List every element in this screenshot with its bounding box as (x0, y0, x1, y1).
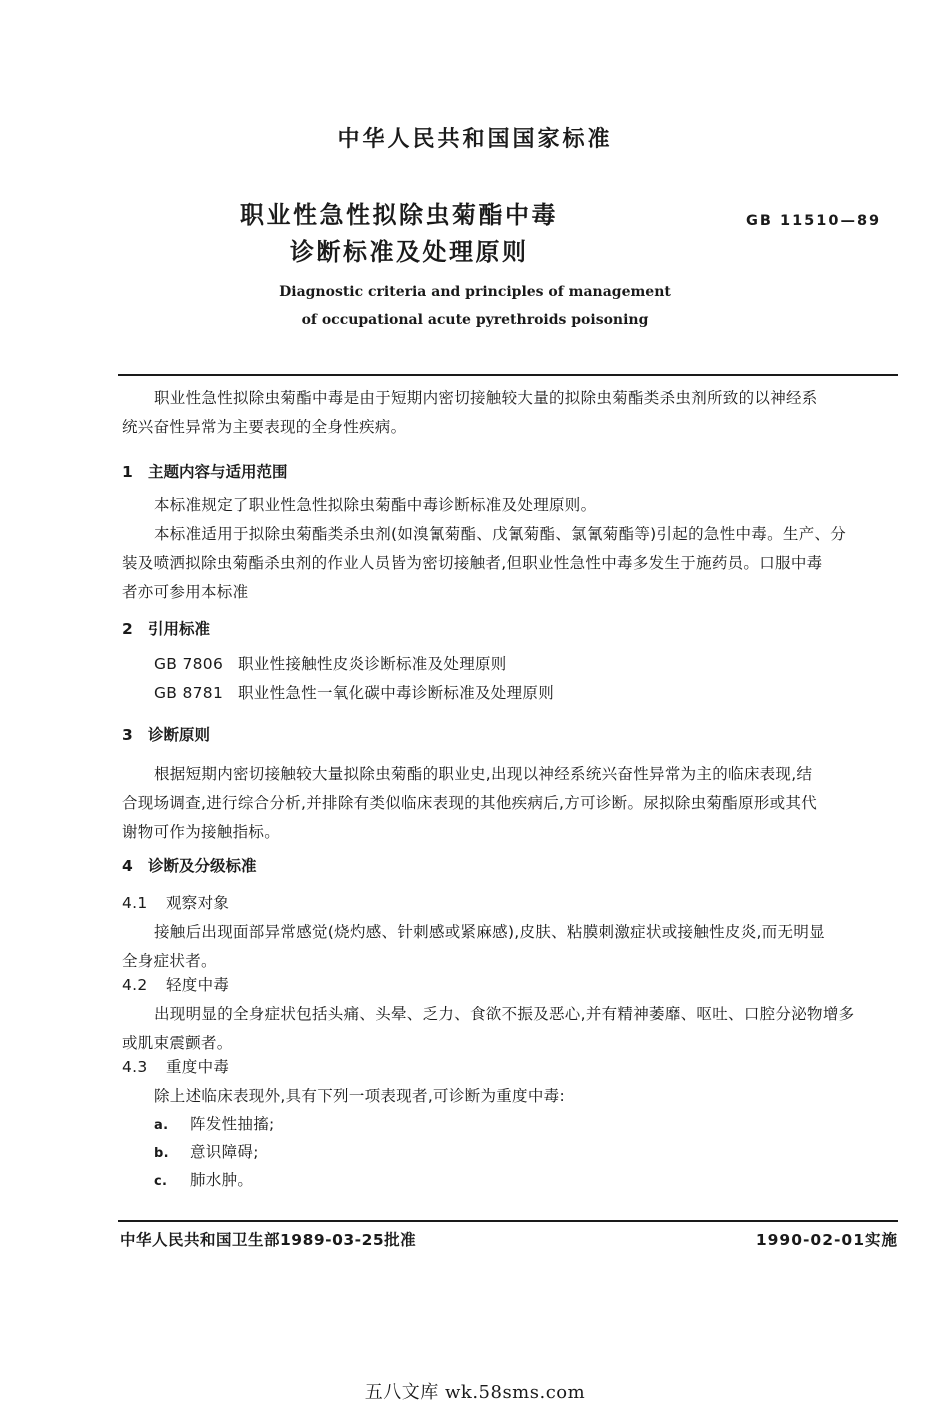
section-1-number: 1 (122, 463, 133, 481)
subsection-4-1-line-1: 接触后出现面部异常感觉(烧灼感、针刺感或紧麻感),皮肤、粘膜刺激症状或接触性皮炎,而无明显 (154, 923, 825, 941)
intro-paragraph (122, 384, 818, 442)
section-1-body (122, 491, 846, 607)
english-title-line1: Diagnostic criteria and principles of management (279, 284, 671, 300)
subsection-4-1-title: 观察对象 (166, 894, 230, 912)
section-4-title: 诊断及分级标准 (148, 857, 257, 875)
section-1-title: 主题内容与适用范围 (148, 463, 288, 481)
effective-date: 1990-02-01实施 (755, 1231, 898, 1249)
intro-line-1: 职业性急性拟除虫菊酯中毒是由于短期内密切接触较大量的拟除虫菊酯类杀虫剂所致的以神经系 (154, 389, 818, 407)
document-title-line1: 职业性急性拟除虫菊酯中毒 (240, 201, 558, 229)
subsection-4-1-number: 4.1 (122, 894, 148, 912)
reference-item (154, 650, 554, 679)
section-3-heading (122, 723, 210, 745)
list-marker: c. (154, 1174, 168, 1189)
list-item (154, 1111, 275, 1139)
reference-code: GB 7806 (154, 655, 224, 673)
footer-divider (118, 1220, 898, 1222)
subsection-4-2-line-2: 或肌束震颤者。 (122, 1034, 233, 1052)
english-title-line2: of occupational acute pyrethroids poisoning (301, 312, 649, 328)
section-1-para-1: 本标准规定了职业性急性拟除虫菊酯中毒诊断标准及处理原则。 (154, 496, 597, 514)
subsection-4-3-heading (122, 1053, 229, 1082)
section-2-heading (122, 617, 210, 639)
reference-name: 职业性接触性皮炎诊断标准及处理原则 (238, 655, 507, 673)
section-1-para-2-line-3: 者亦可参用本标准 (122, 583, 249, 601)
section-1-para-2-line-1: 本标准适用于拟除虫菊酯类杀虫剂(如溴氰菊酯、戊氰菊酯、氯氰菊酯等)引起的急性中毒。生产、分 (154, 525, 847, 543)
list-item (154, 1167, 275, 1195)
standard-code: GB 11510—89 (746, 213, 882, 229)
document-title-line2: 诊断标准及处理原则 (290, 238, 529, 266)
section-3-title: 诊断原则 (148, 726, 211, 744)
section-3-line-3: 谢物可作为接触指标。 (122, 823, 281, 841)
section-3-number: 3 (122, 726, 133, 744)
reference-item (154, 679, 554, 708)
reference-name: 职业性急性一氧化碳中毒诊断标准及处理原则 (238, 684, 555, 702)
section-1-para-2-line-2: 装及喷洒拟除虫菊酯杀虫剂的作业人员皆为密切接触者,但职业性急性中毒多发生于施药员。口服中毒 (122, 554, 823, 572)
subsection-4-1-heading (122, 889, 229, 918)
severe-criteria-list (154, 1111, 275, 1195)
subsection-4-3-number: 4.3 (122, 1058, 148, 1076)
subsection-4-2-number: 4.2 (122, 976, 148, 994)
subsection-4-1-line-2: 全身症状者。 (122, 952, 217, 970)
section-3-line-1: 根据短期内密切接触较大量拟除虫菊酯的职业史,出现以神经系统兴奋性异常为主的临床表现,结 (154, 765, 813, 783)
section-1-heading (122, 460, 288, 482)
list-text: 肺水肿。 (190, 1171, 254, 1189)
list-item (154, 1139, 275, 1167)
section-4-number: 4 (122, 857, 133, 875)
watermark-text: 五八文库 wk.58sms.com (364, 1382, 586, 1403)
approval-date: 中华人民共和国卫生部1989-03-25批准 (120, 1231, 417, 1249)
list-text: 意识障碍; (190, 1143, 259, 1161)
reference-list (154, 650, 554, 708)
section-4-heading (122, 854, 257, 876)
subsection-4-1-body (122, 918, 825, 976)
subsection-4-3-intro: 除上述临床表现外,具有下列一项表现者,可诊断为重度中毒: (154, 1087, 565, 1105)
intro-line-2: 统兴奋性异常为主要表现的全身性疾病。 (122, 418, 407, 436)
section-2-number: 2 (122, 620, 133, 638)
national-standard-heading: 中华人民共和国国家标准 (337, 127, 613, 152)
subsection-4-3-title: 重度中毒 (166, 1058, 230, 1076)
subsection-4-2-heading (122, 971, 229, 1000)
subsection-4-2-title: 轻度中毒 (166, 976, 230, 994)
header-divider (118, 374, 898, 376)
list-marker: b. (154, 1146, 169, 1161)
section-3-line-2: 合现场调查,进行综合分析,并排除有类似临床表现的其他疾病后,方可诊断。尿拟除虫菊酯原形或其代 (122, 794, 818, 812)
subsection-4-2-body (122, 1000, 854, 1058)
list-marker: a. (154, 1118, 169, 1133)
list-text: 阵发性抽搐; (190, 1115, 275, 1133)
section-3-body (122, 760, 817, 847)
section-2-title: 引用标准 (148, 620, 211, 638)
subsection-4-2-line-1: 出现明显的全身症状包括头痛、头晕、乏力、食欲不振及恶心,并有精神萎靡、呕吐、口腔分泌物增多 (154, 1005, 855, 1023)
reference-code: GB 8781 (154, 684, 224, 702)
